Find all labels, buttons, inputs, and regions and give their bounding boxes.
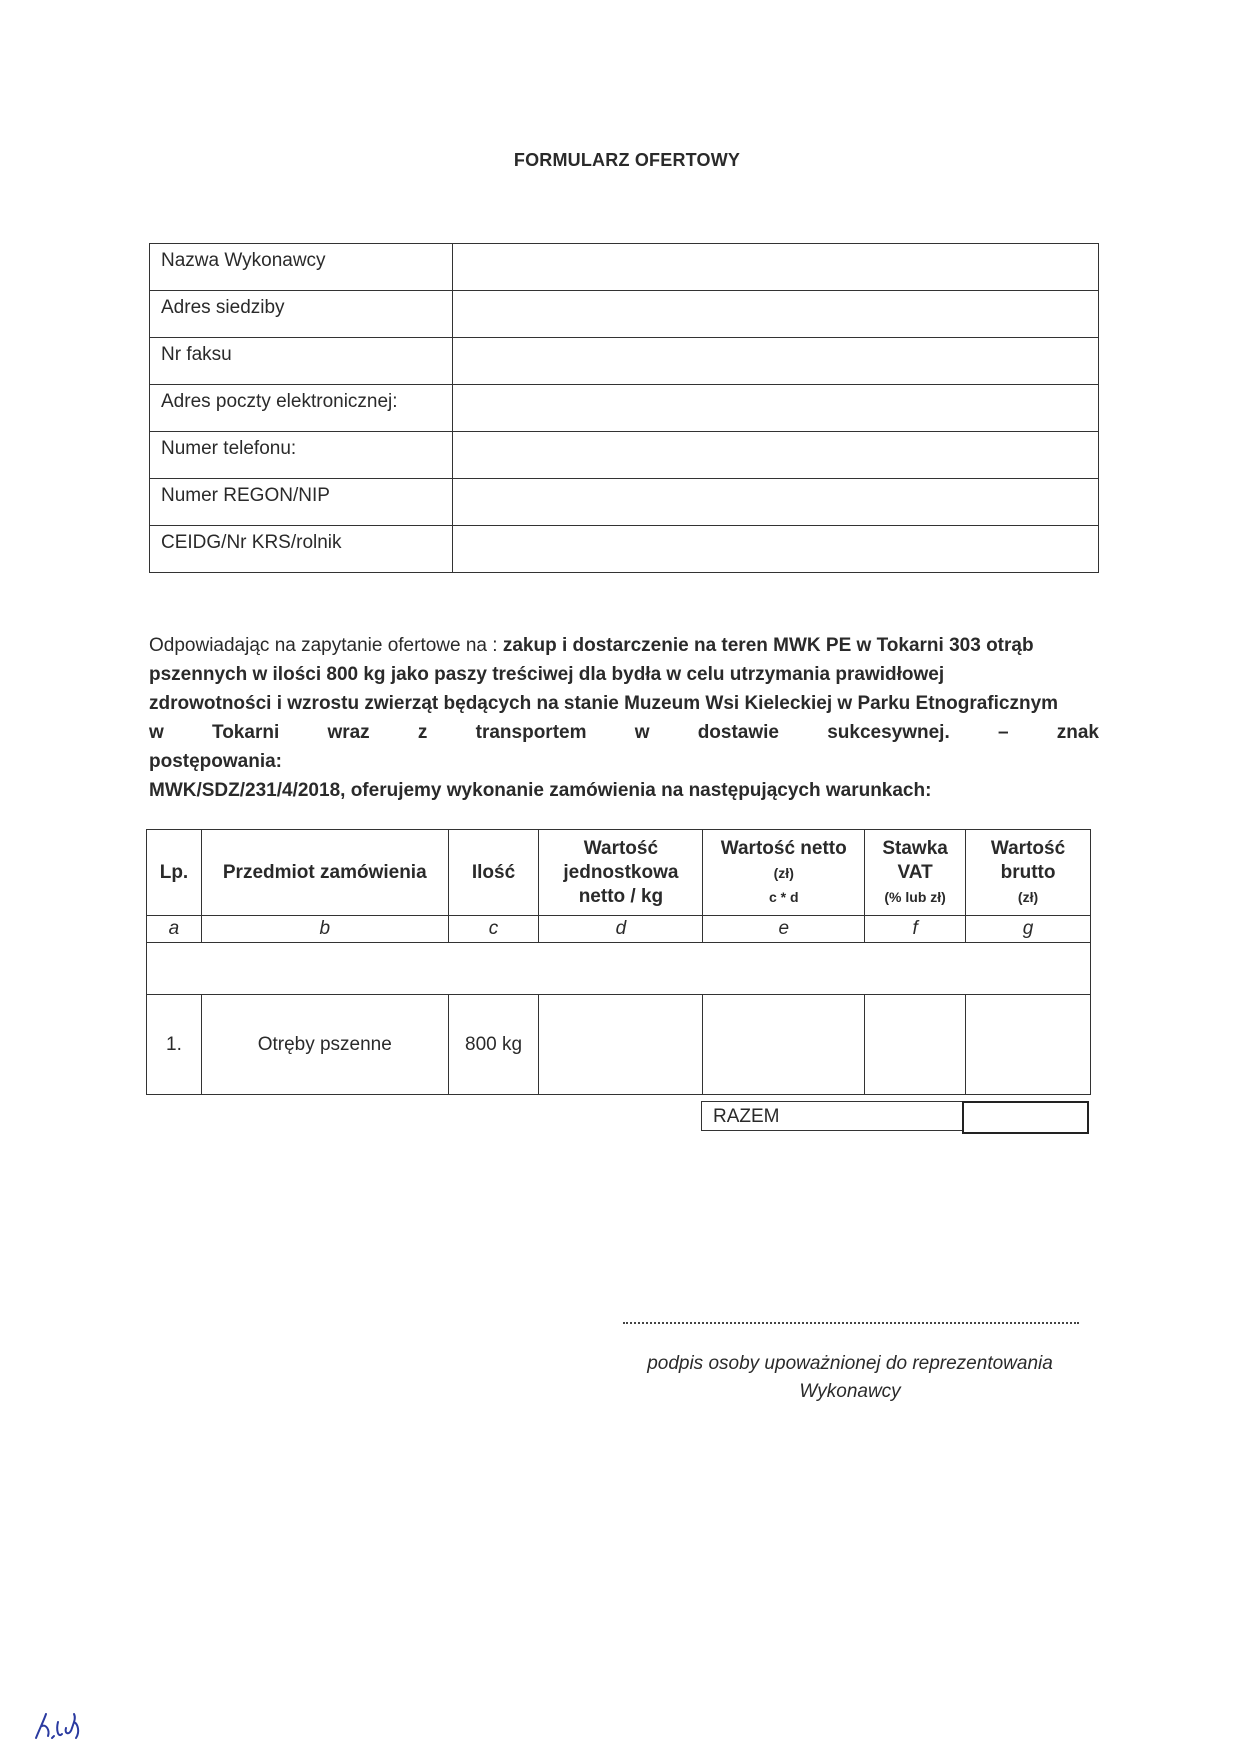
column-letter: e [703,916,865,943]
header-vat-rate [865,830,966,916]
info-value-cell[interactable] [453,338,1099,385]
info-row [150,338,1099,385]
signature-caption-line: Wykonawcy [799,1381,901,1402]
intro-bold: zdrowotności i wzrostu zwierząt będących na stanie Muzeum Wsi Kieleckiej w Parku Etnograficznym [149,693,1059,714]
info-row [150,291,1099,338]
intro-line [149,631,1099,660]
info-label: Nr faksu [150,338,453,385]
header-unit: (zł) [1017,888,1039,905]
header-unit: (zł) [773,864,794,881]
form-title: FORMULARZ OFERTOWY [513,150,741,170]
info-row [150,244,1099,291]
header-text: Wartość [990,837,1066,859]
header-text: jednostkowa [563,861,679,883]
signature-line [623,1322,1079,1324]
info-row [150,526,1099,573]
info-label: Numer telefonu: [150,432,453,479]
signature-caption [600,1350,1100,1406]
item-net-value-cell[interactable] [703,995,865,1095]
header-unit-value [539,830,703,916]
header-lp: Lp. [147,830,202,916]
header-text: Wartość [583,837,659,859]
intro-paragraph [149,631,1099,805]
column-letter: f [865,916,966,943]
info-label: Nazwa Wykonawcy [150,244,453,291]
info-row [150,479,1099,526]
header-text: netto / kg [578,885,664,907]
intro-bold: MWK/SDZ/231/4/2018, oferujemy wykonanie zamówienia na następujących warunkach: [149,780,932,801]
info-value-cell[interactable] [453,432,1099,479]
intro-line [149,718,1099,776]
info-value-cell[interactable] [453,291,1099,338]
header-unit: (% lub zł) [884,888,946,905]
blank-row [147,943,1091,995]
info-label: Adres siedziby [150,291,453,338]
item-qty: 800 kg [448,995,539,1095]
item-lp: 1. [147,995,202,1095]
handwritten-initials [30,1708,90,1744]
total-label: RAZEM [701,1101,963,1131]
column-letter: c [448,916,539,943]
item-gross-value-cell[interactable] [966,995,1091,1095]
item-subject: Otręby pszenne [201,995,448,1095]
header-qty: Ilość [448,830,539,916]
column-letter: a [147,916,202,943]
header-net-value [703,830,865,916]
header-text: VAT [897,861,933,883]
info-value-cell[interactable] [453,385,1099,432]
order-table [146,829,1091,1095]
header-text: Stawka [882,837,948,859]
signature-caption-line: podpis osoby upoważnionej do reprezentowania [647,1353,1053,1374]
column-letter: d [539,916,703,943]
contractor-info-table [149,243,1099,573]
header-formula: c * d [768,888,799,905]
intro-prefix: Odpowiadając na zapytanie ofertowe na : [149,635,503,656]
header-gross-value [966,830,1091,916]
info-value-cell[interactable] [453,526,1099,573]
column-letter-row [147,916,1091,943]
order-header-row [147,830,1091,916]
total-value-box[interactable] [962,1101,1089,1134]
intro-line [149,689,1099,718]
info-row [150,385,1099,432]
item-unit-value-cell[interactable] [539,995,703,1095]
item-vat-cell[interactable] [865,995,966,1095]
column-letter: b [201,916,448,943]
intro-line [149,660,1099,689]
table-row [147,995,1091,1095]
info-label: Adres poczty elektronicznej: [150,385,453,432]
column-letter: g [966,916,1091,943]
intro-bold: zakup i dostarczenie na teren MWK PE w Tokarni 303 otrąb [502,635,1034,656]
info-value-cell[interactable] [453,244,1099,291]
info-label: CEIDG/Nr KRS/rolnik [150,526,453,573]
header-text: brutto [1000,861,1056,883]
header-text: Wartość netto [720,837,847,859]
blank-cell [147,943,1091,995]
info-value-cell[interactable] [453,479,1099,526]
header-subject: Przedmiot zamówienia [201,830,448,916]
intro-bold: pszennych w ilości 800 kg jako paszy treściwej dla bydła w celu utrzymania prawidłowej [149,664,945,685]
intro-bold: w Tokarni wraz z transportem w dostawie sukcesywnej. – znak postępowania: [149,722,1099,772]
intro-line [149,776,1099,805]
info-row [150,432,1099,479]
info-label: Numer REGON/NIP [150,479,453,526]
